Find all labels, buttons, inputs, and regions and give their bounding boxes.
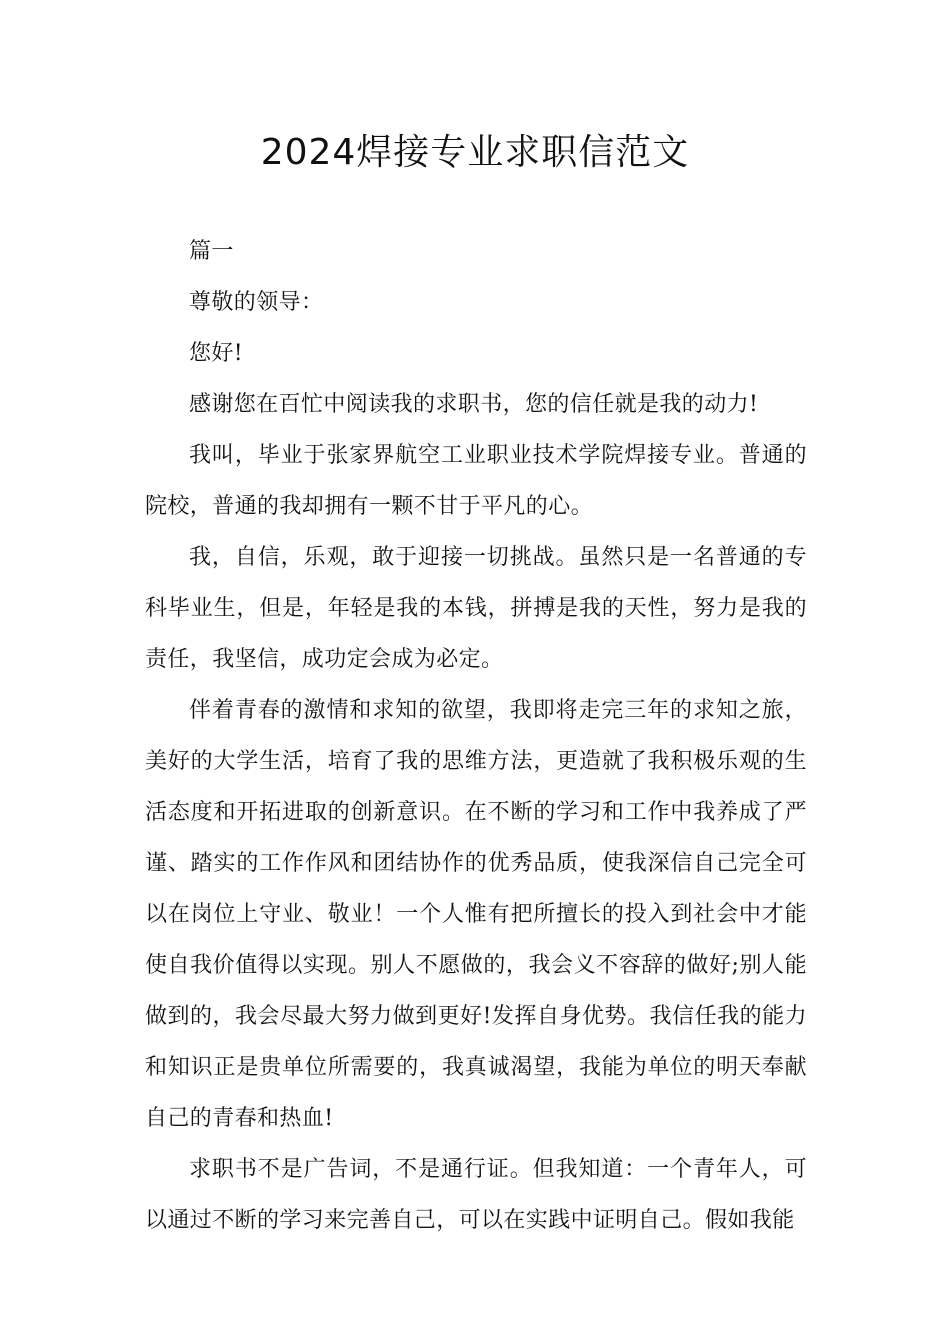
paragraph-experience: 伴着青春的激情和求知的欲望，我即将走完三年的求知之旅，美好的大学生活，培育了我的思维方法，更造就了我积极乐观的生活态度和开拓进取的创新意识。在不断的学习和工作中我养成了严谨、踏实的工作作风和团结协作的优秀品质，使我深信自己完全可以在岗位上守业、敬业！一个人惟有把所擅长的投入到社会中才能使自我价值得以实现。别人不愿做的，我会义不容辞的做好;别人能做到的，我会尽最大努力做到更好!发挥自身优势。我信任我的能力和知识正是贵单位所需要的，我真诚渴望，我能为单位的明天奉献自己的青春和热血!	[145, 698, 807, 1131]
document-body	[145, 226, 807, 1246]
paragraph-thanks: 感谢您在百忙中阅读我的求职书，您的信任就是我的动力!	[189, 392, 759, 417]
paragraph-greeting: 您好!	[189, 341, 244, 366]
paragraph-closing-partial: 求职书不是广告词，不是通行证。但我知道：一个青年人，可以通过不断的学习来完善自己，可以在实践中证明自己。假如我能	[145, 1157, 807, 1233]
paragraph-section-label: 篇一	[189, 239, 234, 264]
document-title: 2024焊接专业求职信范文	[260, 132, 690, 173]
paragraph-salutation: 尊敬的领导：	[189, 290, 324, 315]
paragraph-self-description: 我，自信，乐观，敢于迎接一切挑战。虽然只是一名普通的专科毕业生，但是，年轻是我的本钱，拼搏是我的天性，努力是我的责任，我坚信，成功定会成为必定。	[145, 545, 807, 672]
paragraph-introduction: 我叫，毕业于张家界航空工业职业技术学院焊接专业。普通的院校，普通的我却拥有一颗不甘于平凡的心。	[145, 443, 807, 519]
